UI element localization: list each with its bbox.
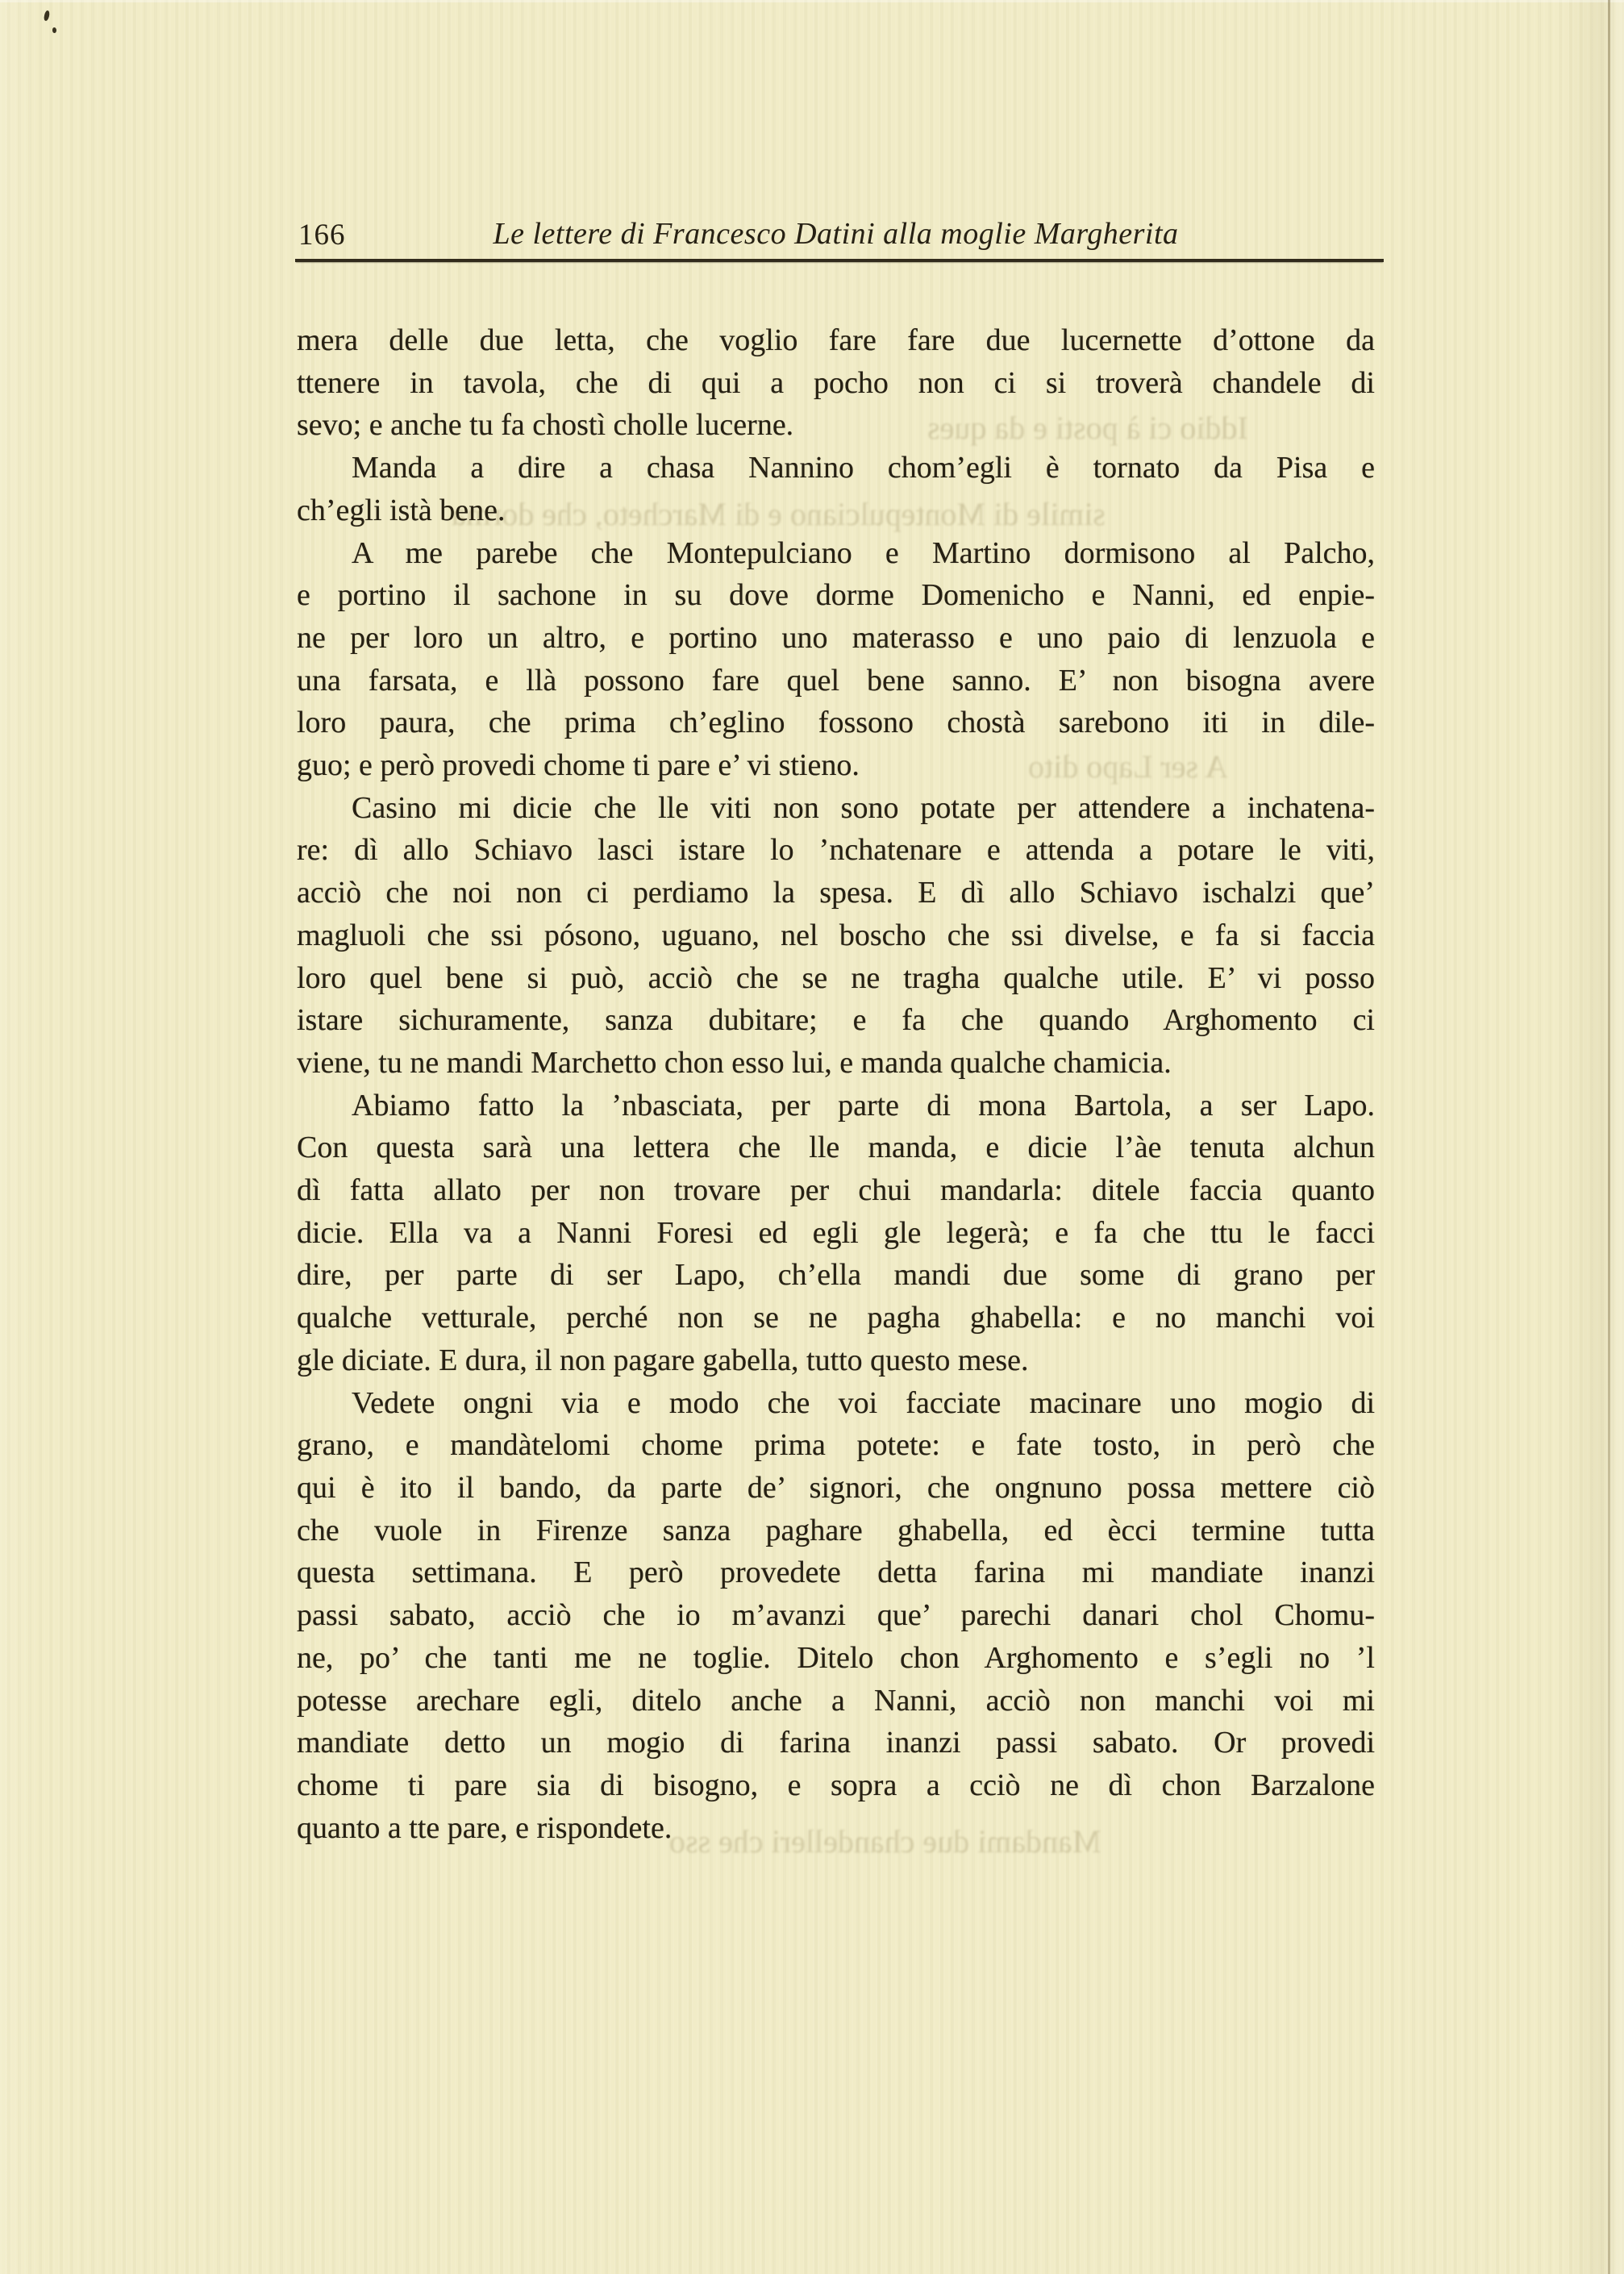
text-line: mera delle due letta, che voglio fare fare due lucernette d’ottone da (297, 323, 1375, 357)
text-line: loro quel bene si può, acciò che se ne tragha qualche utile. E’ vi posso (297, 960, 1375, 995)
text-line: quanto a tte pare, e rispondete. (297, 1810, 673, 1845)
text-line: una farsata, e llà possono fare quel bene sanno. E’ non bisogna avere (297, 663, 1375, 698)
text-line: mandiate detto un mogio di farina inanzi passi sabato. Or provedi (297, 1726, 1375, 1760)
paragraph (297, 319, 1375, 447)
text-line: ch’egli istà bene. (297, 493, 506, 527)
text-line: Casino mi dicie che lle viti non sono potate per attendere a inchatena- (352, 790, 1375, 825)
text-line: A me parebe che Montepulciano e Martino dormisono al Palcho, (352, 535, 1375, 570)
text-line: ne per loro un altro, e portino uno materasso e uno paio di lenzuola e (297, 620, 1375, 655)
bleed-through-text: Iddio ci à posti e da ques (927, 410, 1248, 446)
text-line: Con questa sarà una lettera che lle manda, e dicie l’àe tenuta alchun (297, 1131, 1375, 1165)
text-line: che vuole in Firenze sanza paghare ghabella, ed ècci termine tutta (297, 1513, 1375, 1547)
header-rule (295, 259, 1384, 262)
text-line: Abiamo fatto la ’nbasciata, per parte di mona Bartola, a ser Lapo. (352, 1088, 1375, 1122)
page-number: 166 (298, 219, 346, 252)
page-crease (1608, 0, 1610, 2274)
text-line: guo; e però provedi chome ti pare e’ vi stieno. (297, 748, 860, 783)
paragraph (297, 1382, 1375, 1850)
text-line: potesse arechare egli, ditelo anche a Nanni, acciò non manchi voi mi (297, 1683, 1375, 1718)
text-line: dire, per parte di ser Lapo, ch’ella mandi due some di grano per (297, 1258, 1375, 1293)
running-header (297, 216, 1375, 255)
bleed-through-text: A ser Lapo dito (1028, 748, 1228, 785)
text-line: sevo; e anche tu fa chostì cholle lucerne. (297, 408, 794, 443)
text-line: qui è ito il bando, da parte de’ signori, che ongnuno possa mettere ciò (297, 1470, 1375, 1505)
text-line: ne, po’ che tanti me ne toglie. Ditelo chon Arghomento e s’egli no ’l (297, 1640, 1375, 1675)
bleed-through-text: simile di Montepulciano e di Marcheto, che dorma (452, 496, 1106, 532)
text-line: acciò che noi non ci perdiamo la spesa. E dì allo Schiavo ischalzi que’ (297, 876, 1375, 910)
ink-speck (44, 10, 51, 21)
text-line: Manda a dire a chasa Nannino chom’egli è tornato da Pisa e (352, 451, 1375, 485)
bleed-through-text: Mandami due chandelleri che sso (669, 1823, 1101, 1860)
text-line: dicie. Ella va a Nanni Foresi ed egli gle legerà; e fa che ttu le facci (297, 1215, 1375, 1250)
paragraph (297, 787, 1375, 1085)
text-line: grano, e mandàtelomi chome prima potete: e fate tosto, in però che (297, 1428, 1375, 1463)
paragraph (297, 447, 1375, 531)
text-line: passi sabato, acciò che io m’avanzi que’ parechi danari chol Chomu- (297, 1598, 1375, 1633)
text-line: e portino il sachone in su dove dorme Domenicho e Nanni, ed enpie- (297, 578, 1375, 613)
text-line: re: dì allo Schiavo lasci istare lo ’nchatenare e attenda a potare le viti, (297, 833, 1375, 868)
text-line: dì fatta allato per non trovare per chui mandarla: ditele faccia quanto (297, 1173, 1375, 1208)
text-line: qualche vetturale, perché non se ne pagha ghabella: e no manchi voi (297, 1301, 1375, 1335)
text-block (297, 319, 1375, 1849)
text-line: ttenere in tavola, che di qui a pocho non ci si troverà chandele di (297, 365, 1375, 400)
running-title: Le lettere di Francesco Datini alla moglie Margherita (493, 217, 1179, 251)
text-line: gle diciate. E dura, il non pagare gabella, tutto questo mese. (297, 1343, 1029, 1377)
text-line: loro paura, che prima ch’eglino fossono chostà sarebono iti in dile- (297, 706, 1375, 740)
text-line: magluoli che ssi pósono, uguano, nel boscho che ssi divelse, e fa si faccia (297, 918, 1375, 952)
ink-speck (52, 27, 56, 33)
text-line: Vedete ongni via e modo che voi facciate macinare uno mogio di (352, 1385, 1375, 1420)
scan-top-edge (0, 0, 1624, 2)
text-line: istare sichuramente, sanza dubitare; e fa che quando Arghomento ci (297, 1003, 1375, 1038)
paragraph (297, 1085, 1375, 1382)
paragraph (297, 532, 1375, 787)
text-line: chome ti pare sia di bisogno, e sopra a cciò ne dì chon Barzalone (297, 1768, 1375, 1802)
text-line: questa settimana. E però provedete detta farina mi mandiate inanzi (297, 1556, 1375, 1590)
text-line: viene, tu ne mandi Marchetto chon esso lui, e manda qualche chamicia. (297, 1045, 1172, 1080)
